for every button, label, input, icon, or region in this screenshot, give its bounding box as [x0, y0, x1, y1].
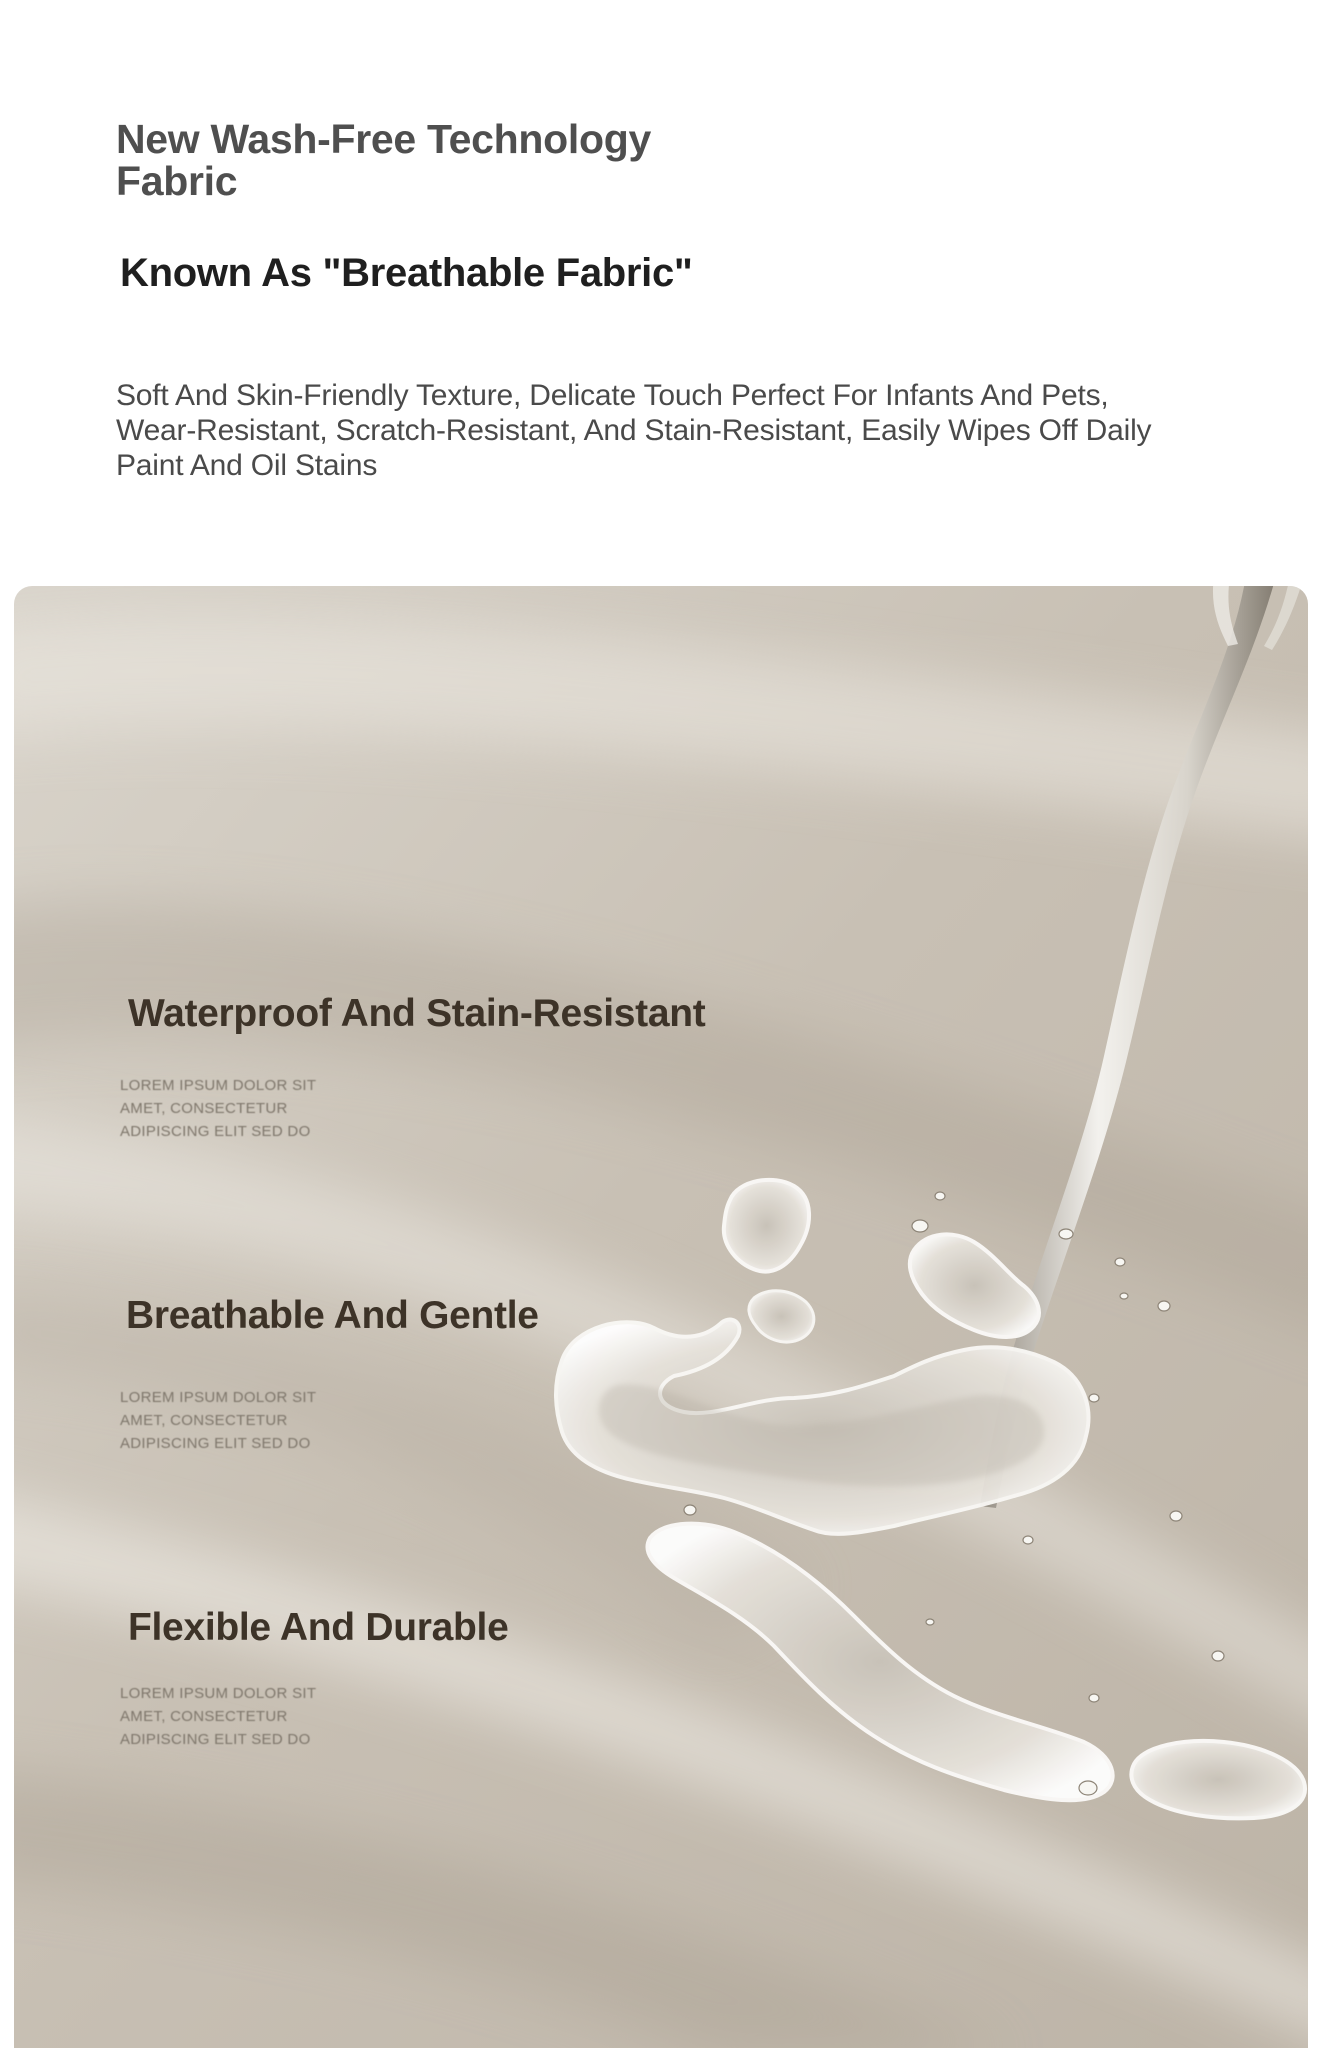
- feature-title-waterproof: Waterproof And Stain-Resistant: [128, 992, 706, 1035]
- feature-text-waterproof: LOREM IPSUM DOLOR SIT AMET, CONSECTETUR ADIPISCING ELIT SED DO: [120, 1077, 317, 1140]
- headline: New Wash-Free Technology Fabric: [116, 116, 651, 204]
- fabric-water-image: [14, 586, 1308, 2048]
- subhead: Known As "Breathable Fabric": [120, 251, 693, 295]
- feature-text-flexible: LOREM IPSUM DOLOR SIT AMET, CONSECTETUR ADIPISCING ELIT SED DO: [120, 1685, 317, 1748]
- description: Soft And Skin-Friendly Texture, Delicate Touch Perfect For Infants And Pets, Wear-Resistant, Scratch-Resistant, And Stain-Resistant, Easily Wipes Off Daily Paint And Oil Stains: [116, 379, 1152, 482]
- feature-title-breathable: Breathable And Gentle: [126, 1294, 539, 1337]
- feature-title-flexible: Flexible And Durable: [128, 1606, 509, 1649]
- feature-text-breathable: LOREM IPSUM DOLOR SIT AMET, CONSECTETUR ADIPISCING ELIT SED DO: [120, 1389, 317, 1452]
